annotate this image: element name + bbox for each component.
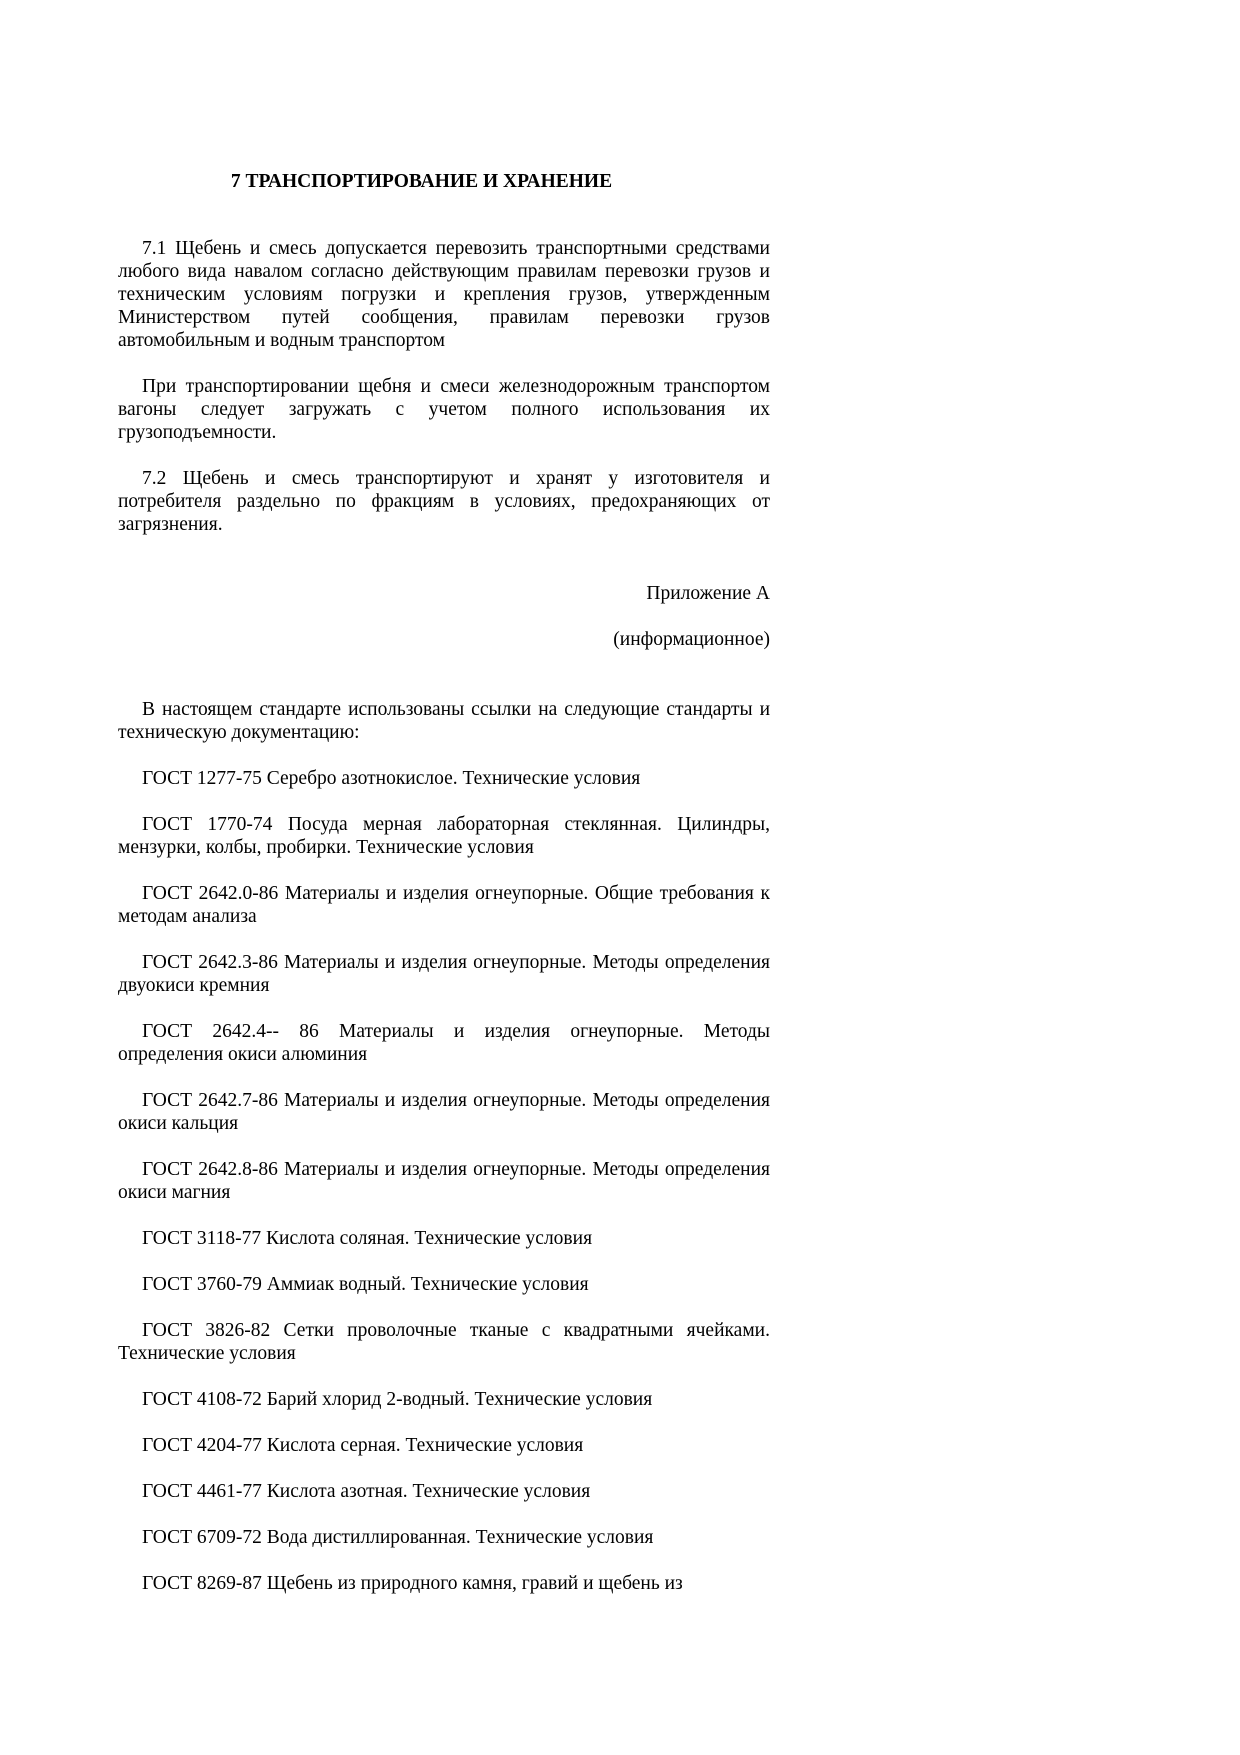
reference-item: ГОСТ 2642.0-86 Материалы и изделия огнеупорные. Общие требования к методам анализа [118,883,770,927]
reference-item: ГОСТ 4204-77 Кислота серная. Технические условия [142,1435,584,1456]
reference-item: ГОСТ 2642.4-- 86 Материалы и изделия огнеупорные. Методы определения окиси алюминия [118,1021,770,1065]
reference-item: ГОСТ 2642.3-86 Материалы и изделия огнеупорные. Методы определения двуокиси кремния [118,952,770,996]
section-heading: 7 ТРАНСПОРТИРОВАНИЕ И ХРАНЕНИЕ [230,171,613,192]
appendix-title: Приложение А [646,583,770,604]
document-content [118,170,770,1618]
reference-item: ГОСТ 4461-77 Кислота азотная. Технические условия [142,1481,591,1502]
reference-item: ГОСТ 3826-82 Сетки проволочные тканые с квадратными ячейками. Технические условия [118,1320,770,1364]
reference-item: ГОСТ 6709-72 Вода дистиллированная. Технические условия [142,1527,654,1548]
paragraph-transport-rail: При транспортировании щебня и смеси железнодорожным транспортом вагоны следует загружать с учетом полного использования их грузоподъемности. [118,376,770,443]
reference-item: ГОСТ 3760-79 Аммиак водный. Технические условия [142,1274,589,1295]
reference-item: ГОСТ 2642.7-86 Материалы и изделия огнеупорные. Методы определения окиси кальция [118,1090,770,1134]
reference-item: ГОСТ 8269-87 Щебень из природного камня, гравий и щебень из [142,1573,683,1594]
paragraph-7-2: 7.2 Щебень и смесь транспортируют и хранят у изготовителя и потребителя раздельно по фракциям в условиях, предохраняющих от загрязнения. [118,468,770,535]
reference-item: ГОСТ 2642.8-86 Материалы и изделия огнеупорные. Методы определения окиси магния [118,1159,770,1203]
reference-item: ГОСТ 4108-72 Барий хлорид 2-водный. Технические условия [142,1389,653,1410]
paragraph-7-1: 7.1 Щебень и смесь допускается перевозить транспортными средствами любого вида навалом согласно действующим правилам перевозки грузов и техническим условиям погрузки и крепления грузов, утвержденным Министерством путей сообщения, правилам перевозки грузов автомобильным и водным транспортом [118,238,770,351]
appendix-intro: В настоящем стандарте использованы ссылки на следующие стандарты и техническую документацию: [118,699,770,743]
reference-item: ГОСТ 1277-75 Серебро азотнокислое. Технические условия [142,768,641,789]
reference-item: ГОСТ 1770-74 Посуда мерная лабораторная стеклянная. Цилиндры, мензурки, колбы, пробирки. Технические условия [118,814,770,858]
reference-item: ГОСТ 3118-77 Кислота соляная. Технические условия [142,1228,593,1249]
appendix-subtitle: (информационное) [613,629,770,650]
